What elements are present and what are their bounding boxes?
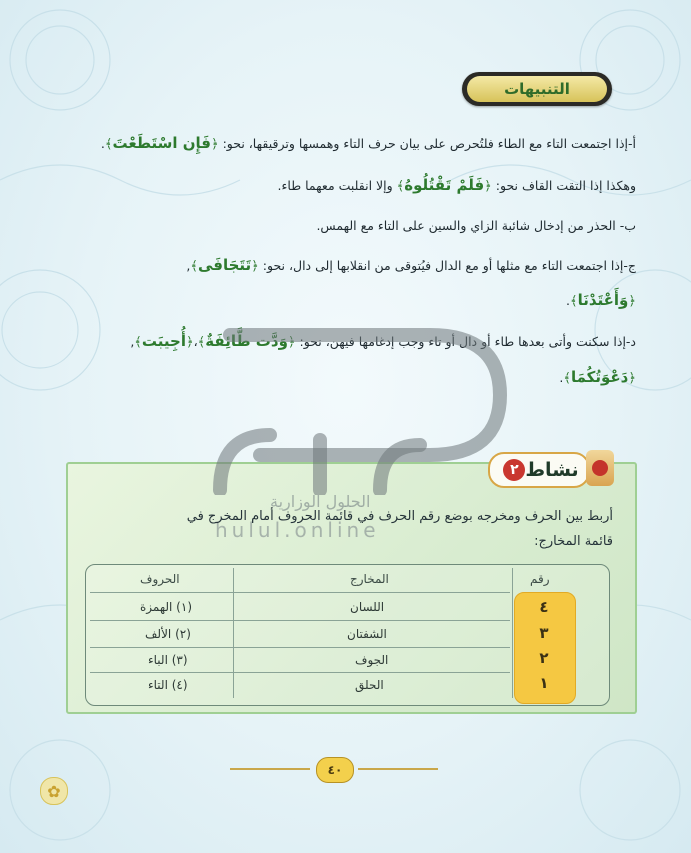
- note-c-tail: ,: [186, 258, 191, 273]
- bracket-open: ﴿: [628, 294, 636, 309]
- activity-badge: [478, 448, 610, 488]
- note-d2: [559, 368, 636, 386]
- bracket-open: ﴿: [186, 335, 194, 350]
- letter-cell: (١) الهمزة: [140, 600, 193, 614]
- bracket-close: ﴾: [563, 371, 571, 386]
- note-b: [316, 218, 636, 233]
- exit-cell: اللسان: [350, 600, 385, 614]
- quran-word: أُجِيبَت: [141, 332, 186, 350]
- note-a2-text: وهكذا إذا التقت القاف نحو:: [495, 178, 636, 193]
- note-a2: [278, 176, 636, 194]
- publisher-logo-icon: ✿: [40, 777, 68, 805]
- bracket-close: ﴾: [190, 259, 198, 274]
- row-divider: [90, 620, 510, 621]
- note-a-tail: .: [100, 136, 105, 151]
- bracket-open: ﴿: [287, 335, 296, 350]
- note-d-text: د-إذا سكنت وأتى بعدها طاء أو دال أو تاء وجب إدغامها فيهن، نحو:: [299, 334, 636, 349]
- row-number: ٢: [539, 649, 549, 667]
- row-divider: [90, 672, 510, 673]
- bracket-open: ﴿: [251, 259, 259, 274]
- note-a2-tail: وإلا انقلبت معهما طاء.: [277, 178, 393, 193]
- quran-word: تَتَجَافَى: [197, 256, 252, 274]
- activity-badge-pill: [488, 452, 590, 488]
- section-title: التنبيهات: [467, 76, 607, 102]
- footer-ornament-right: [358, 768, 438, 770]
- quran-word: وَدَّت طَّائِفَةٌ: [205, 332, 288, 350]
- quran-word: وَأَعْتَدْنَا: [577, 291, 629, 309]
- note-d2-tail: .: [559, 370, 564, 385]
- row-number: ٤: [539, 598, 549, 616]
- bracket-close: ﴾: [396, 179, 405, 194]
- note-c2-tail: .: [566, 293, 570, 308]
- column-divider: [512, 568, 513, 698]
- activity-instruction-2: قائمة المخارج:: [534, 534, 613, 549]
- separator: ،: [193, 334, 198, 349]
- row-divider: [90, 592, 510, 593]
- section-title-plate: [462, 72, 612, 106]
- bracket-close: ﴾: [134, 335, 142, 350]
- activity-instruction-1: أربط بين الحرف ومخرجه بوضع رقم الحرف في قائمة الحروف أمام المخرج في: [186, 509, 613, 524]
- note-a: [101, 134, 636, 152]
- watermark-url: hulul.online: [215, 518, 380, 542]
- header-letters: الحروف: [140, 572, 180, 586]
- row-divider: [90, 647, 510, 648]
- bracket-close: ﴾: [569, 294, 578, 309]
- footer-ornament-left: [230, 768, 310, 770]
- badge-label: نشاط: [525, 459, 579, 481]
- header-exits: المخارج: [350, 572, 389, 586]
- quran-word: فَلَمْ تَقْتُلُوهُ: [404, 176, 485, 194]
- exit-cell: الجوف: [355, 653, 389, 667]
- letter-cell: (٢) الألف: [145, 627, 191, 641]
- bracket-close: ﴾: [104, 137, 113, 152]
- note-b-text: ب- الحذر من إدخال شائبة الزاي والسين على التاء مع الهمس.: [316, 218, 636, 233]
- note-a-text: أ-إذا اجتمعت التاء مع الطاء فلتُحرص على بيان حرف التاء وهمسها وترقيقها، نحو:: [222, 136, 636, 151]
- exit-cell: الحلق: [355, 678, 384, 692]
- watermark-arabic: الحلول الوزارية: [270, 492, 371, 511]
- page-number: ٤٠: [316, 757, 354, 783]
- note-d-tail: ,: [130, 334, 135, 349]
- bracket-open: ﴿: [628, 371, 636, 386]
- wax-seal-dot: [592, 460, 608, 476]
- badge-number: ٢: [503, 459, 525, 481]
- watermark-logo: [197, 315, 520, 495]
- bracket-close: ﴾: [197, 335, 206, 350]
- note-c-text: ج-إذا اجتمعت التاء مع مثلها أو مع الدال فيُتوقى من انقلابها إلى دال، نحو:: [262, 258, 636, 273]
- row-number: ١: [539, 674, 549, 692]
- header-number: رقم: [530, 572, 550, 586]
- note-c: [186, 256, 636, 274]
- exit-cell: الشفتان: [347, 627, 387, 641]
- letter-cell: (٣) الباء: [148, 653, 188, 667]
- bracket-open: ﴿: [484, 179, 492, 194]
- quran-word: دَعْوَتُكُمَا: [570, 368, 629, 386]
- quran-word: فَإِن اسْتَطَعْتَ: [112, 134, 211, 152]
- bracket-open: ﴿: [210, 137, 219, 152]
- row-number: ٣: [539, 624, 549, 642]
- letter-cell: (٤) التاء: [148, 678, 188, 692]
- note-c2: [566, 291, 636, 309]
- scroll-seal-icon: [586, 450, 614, 486]
- column-divider: [233, 568, 234, 698]
